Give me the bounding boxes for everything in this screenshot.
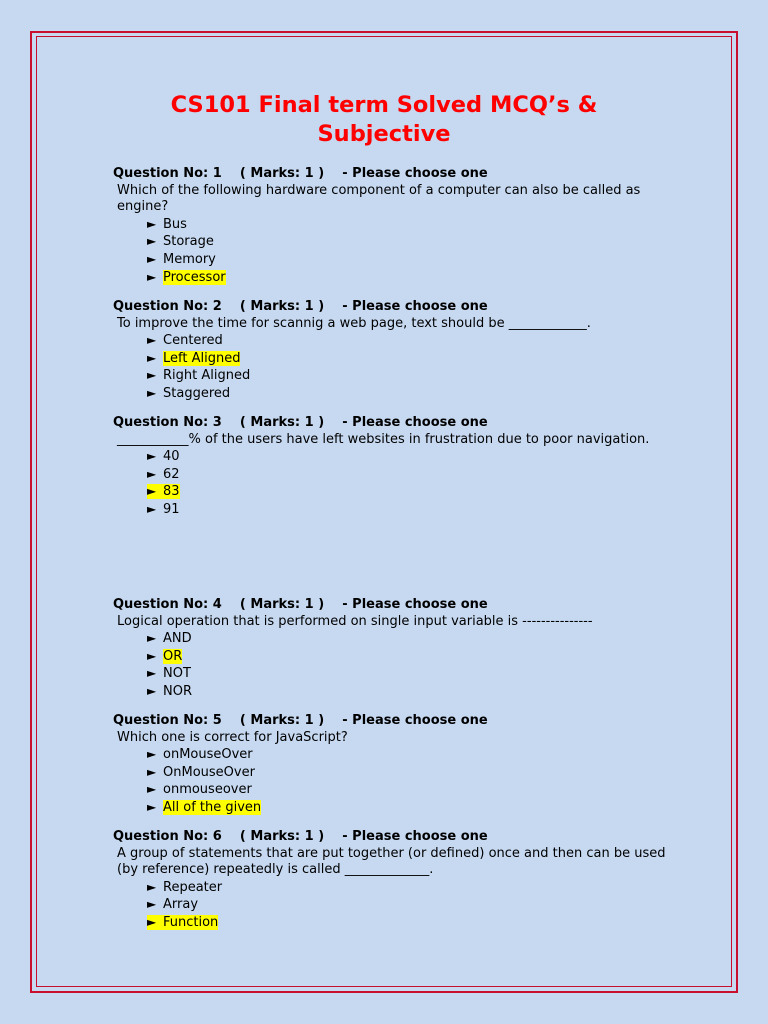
page-title-line-1: CS101 Final term Solved MCQ’s &: [170, 92, 598, 118]
question-6: [113, 829, 673, 932]
option-label: NOR: [163, 683, 192, 699]
question-2: [113, 299, 673, 403]
option-label: 83: [163, 484, 180, 500]
answer-option[interactable]: [147, 501, 673, 519]
answer-options: [113, 448, 673, 518]
question-text: Logical operation that is performed on single input variable is ---------------: [117, 613, 593, 629]
option-label: AND: [163, 631, 192, 647]
question-header: Question No: 4 ( Marks: 1 ) - Please choose one: [113, 597, 488, 612]
answer-options: [113, 879, 673, 932]
answer-option[interactable]: [147, 879, 673, 897]
option-label: Memory: [163, 251, 216, 267]
answer-option[interactable]: [147, 683, 673, 701]
question-text: ___________% of the users have left websites in frustration due to poor navigation.: [117, 431, 650, 447]
arrow-bullet-icon: ►: [147, 666, 157, 681]
arrow-bullet-icon: ►: [147, 234, 157, 249]
question-1: [113, 166, 673, 286]
option-label: onMouseOver: [163, 747, 253, 763]
arrow-bullet-icon: ►: [147, 350, 157, 365]
option-label: Staggered: [163, 385, 231, 401]
answer-option[interactable]: [147, 251, 673, 269]
question-header: Question No: 6 ( Marks: 1 ) - Please choose one: [113, 829, 488, 844]
answer-option[interactable]: [147, 764, 673, 782]
arrow-bullet-icon: ►: [147, 484, 157, 499]
arrow-bullet-icon: ►: [147, 251, 157, 266]
arrow-bullet-icon: ►: [147, 466, 157, 481]
option-label: Left Aligned: [163, 350, 241, 366]
option-label: Bus: [163, 216, 187, 232]
option-label: Centered: [163, 333, 223, 349]
arrow-bullet-icon: ►: [147, 747, 157, 762]
question-text: A group of statements that are put together (or defined) once and then can be used (by reference) repeatedly is called _____________.: [117, 845, 666, 878]
arrow-bullet-icon: ►: [147, 799, 157, 814]
answer-option-correct[interactable]: [147, 914, 673, 932]
option-label: 62: [163, 466, 180, 482]
answer-option-correct[interactable]: [147, 648, 673, 666]
page-title: [36, 91, 732, 149]
option-label: Repeater: [163, 879, 223, 895]
option-label: OR: [163, 648, 183, 664]
option-label: 91: [163, 501, 180, 517]
arrow-bullet-icon: ►: [147, 683, 157, 698]
arrow-bullet-icon: ►: [147, 879, 157, 894]
answer-option[interactable]: [147, 233, 673, 251]
option-label: Array: [163, 897, 199, 913]
option-label: OnMouseOver: [163, 764, 255, 780]
answer-option[interactable]: [147, 448, 673, 466]
question-5: [113, 713, 673, 817]
arrow-bullet-icon: ►: [147, 368, 157, 383]
answer-option[interactable]: [147, 216, 673, 234]
answer-option[interactable]: [147, 332, 673, 350]
option-label: NOT: [163, 666, 191, 682]
page-title-line-2: Subjective: [317, 121, 451, 147]
answer-option-correct[interactable]: [147, 799, 673, 817]
answer-options: [113, 216, 673, 286]
arrow-bullet-icon: ►: [147, 216, 157, 231]
arrow-bullet-icon: ►: [147, 269, 157, 284]
arrow-bullet-icon: ►: [147, 333, 157, 348]
question-text: Which of the following hardware component of a computer can also be called as engine?: [117, 182, 641, 215]
arrow-bullet-icon: ►: [147, 897, 157, 912]
answer-option-correct[interactable]: [147, 269, 673, 287]
option-label: 40: [163, 449, 180, 465]
answer-option-correct[interactable]: [147, 483, 673, 501]
answer-options: [113, 630, 673, 700]
option-label: Right Aligned: [163, 368, 251, 384]
arrow-bullet-icon: ►: [147, 914, 157, 929]
arrow-bullet-icon: ►: [147, 764, 157, 779]
answer-options: [113, 746, 673, 816]
arrow-bullet-icon: ►: [147, 648, 157, 663]
option-label: All of the given: [163, 799, 262, 815]
question-text: To improve the time for scannig a web page, text should be ____________.: [117, 315, 591, 331]
arrow-bullet-icon: ►: [147, 449, 157, 464]
arrow-bullet-icon: ►: [147, 782, 157, 797]
question-header: Question No: 3 ( Marks: 1 ) - Please choose one: [113, 415, 488, 430]
option-label: Processor: [163, 269, 226, 285]
answer-option[interactable]: [147, 367, 673, 385]
question-header: Question No: 2 ( Marks: 1 ) - Please choose one: [113, 299, 488, 314]
arrow-bullet-icon: ►: [147, 501, 157, 516]
answer-option[interactable]: [147, 665, 673, 683]
answer-option[interactable]: [147, 896, 673, 914]
question-header: Question No: 1 ( Marks: 1 ) - Please choose one: [113, 166, 488, 181]
option-label: onmouseover: [163, 782, 252, 798]
answer-option[interactable]: [147, 746, 673, 764]
answer-option[interactable]: [147, 466, 673, 484]
question-text: Which one is correct for JavaScript?: [117, 729, 348, 745]
question-3: [113, 415, 673, 519]
answer-option[interactable]: [147, 781, 673, 799]
answer-option-correct[interactable]: [147, 350, 673, 368]
arrow-bullet-icon: ►: [147, 631, 157, 646]
arrow-bullet-icon: ►: [147, 385, 157, 400]
answer-option[interactable]: [147, 385, 673, 403]
option-label: Storage: [163, 234, 214, 250]
question-4: [113, 597, 673, 701]
option-label: Function: [163, 914, 219, 930]
answer-options: [113, 332, 673, 402]
answer-option[interactable]: [147, 630, 673, 648]
question-header: Question No: 5 ( Marks: 1 ) - Please choose one: [113, 713, 488, 728]
